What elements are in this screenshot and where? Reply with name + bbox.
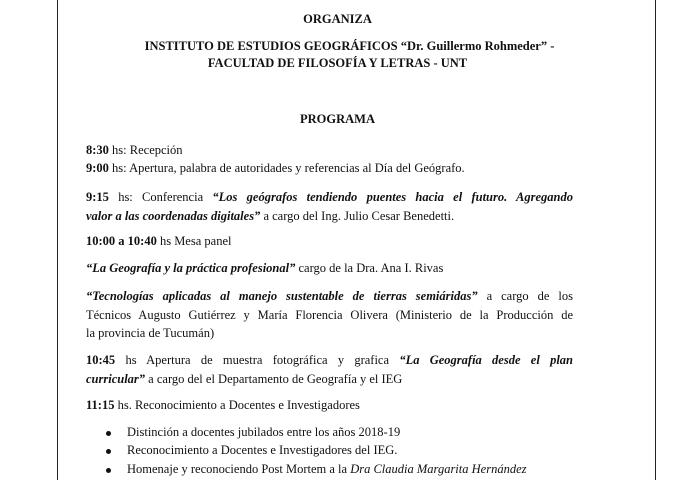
conference-title-cont: valor a las coordenadas digitales” (86, 208, 261, 223)
conference-title: “Los geógrafos tendiendo puentes hacia el futuro. Agregando (212, 190, 573, 204)
list-item: Reconocimiento a Docentes e Investigadores del IEG. (106, 443, 397, 458)
item-opening (86, 161, 465, 176)
item-panel (86, 234, 231, 249)
list-item: Distinción a docentes jubilados entre los años 2018-19 (106, 425, 400, 440)
exhibition-title-cont: curricular” (86, 371, 146, 386)
item-text: hs: Recepción (108, 143, 183, 157)
item-text: hs. Reconocimiento a Docentes e Investigadores (114, 398, 360, 412)
organiza-heading: ORGANIZA (303, 12, 372, 26)
bullet-icon (106, 431, 111, 436)
programa-title: PROGRAMA (300, 112, 375, 126)
item-exhibition: 10:45 hs Apertura de muestra fotográfica y grafica “La Geografía desde el plan curricular” a cargo del el Departamento de Geografía y el IEG (86, 353, 574, 386)
talk-title: “Tecnologías aplicadas al manejo sustentable de tierras semiáridas” (86, 289, 478, 303)
item-text: hs: Apertura, palabra de autoridades y referencias al Día del Geógrafo. (108, 161, 465, 175)
bullet-icon (106, 468, 111, 473)
item-time: 9:00 (86, 161, 109, 175)
exhibition-title: “La Geografía desde el plan (399, 353, 574, 367)
item-panel-talk-2: “Tecnologías aplicadas al manejo sustentable de tierras semiáridas” a cargo de los Técnicos Augusto Gutiérrez y María Florencia Olivera (Ministerio de la Producción de la provincia de Tucumán) (86, 289, 574, 340)
honoree-name: Dra Claudia Margarita Hernández (350, 462, 527, 476)
item-text: hs Mesa panel (156, 234, 232, 248)
item-recognition (86, 398, 360, 413)
item-time: 10:00 a 10:40 (86, 234, 157, 248)
item-time: 8:30 (86, 143, 109, 157)
item-time: 10:45 (86, 353, 116, 367)
item-reception (86, 143, 183, 158)
talk-title: “La Geografía y la práctica profesional” (86, 261, 296, 275)
bullet-icon (106, 449, 111, 454)
item-time: 9:15 (86, 190, 109, 204)
item-panel-talk-1: “La Geografía y la práctica profesional” cargo de la Dra. Ana I. Rivas (86, 261, 444, 275)
institute-line-1: INSTITUTO DE ESTUDIOS GEOGRÁFICOS “Dr. Guillermo Rohmeder” - (144, 39, 555, 53)
institute-line-2: FACULTAD DE FILOSOFÍA Y LETRAS - UNT (207, 56, 468, 70)
item-time: 11:15 (86, 398, 115, 412)
list-item: Homenaje y reconociendo Post Mortem a la Dra Claudia Margarita Hernández (106, 462, 526, 477)
item-conference: 9:15 hs: Conferencia “Los geógrafos tendiendo puentes hacia el futuro. Agregando valor a las coordenadas digitales” a cargo del Ing. Julio Cesar Benedetti. (86, 190, 573, 223)
